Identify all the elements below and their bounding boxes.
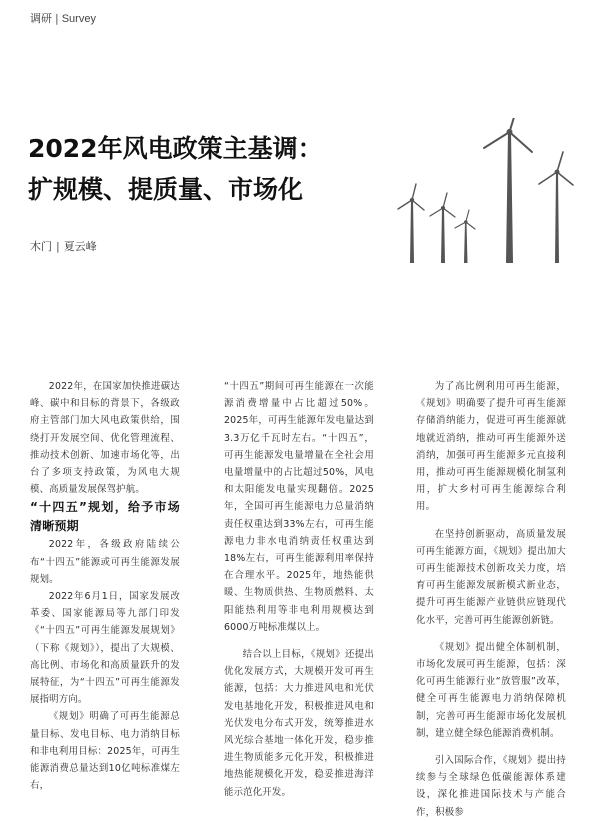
section-label-cn: 调研 xyxy=(30,12,52,25)
byline xyxy=(30,238,97,254)
paragraph: 在坚持创新驱动，高质量发展可再生能源方面，《规划》提出加大可再生能源技术创新攻关力度，培育可再生能源发展新模式新业态，提升可再生能源产业链供应链现代化水平，完善可再生能源创新链。 xyxy=(416,528,566,626)
paragraph: 引入国际合作，《规划》提出持续参与全球绿色低碳能源体系建设，深化推进国际技术与产能合作，积极参 xyxy=(416,755,566,818)
byline-separator: | xyxy=(56,240,60,253)
wind-turbine-small xyxy=(455,210,475,263)
byline-prefix: 木门 xyxy=(30,240,52,253)
paragraph: 为了高比例利用可再生能源，《规划》明确要了提升可再生能源存储消纳能力，促进可再生能源就地就近消纳，推动可再生能源外送消纳，加强可再生能源多元直接利用，推动可再生能源规模化制氢利用，扩大乡村可再生能源综合利用。 xyxy=(416,381,566,513)
wind-turbine-large xyxy=(484,118,532,263)
paragraph: 《规划》明确了可再生能源总量目标、发电目标、电力消纳目标和非电利用目标：2025年，可再生能源消费总量达到10亿吨标准煤左右， xyxy=(30,711,180,792)
paragraph: “十四五”期间可再生能源在一次能源消费增量中占比超过50%。2025年，可再生能源年发电量达到3.3万亿千瓦时左右。“十四五”，可再生能源发电量增量在全社会用电量增量中的占比超过50%，风电和太阳能发电量实现翻倍。2025年，全国可再生能源电力总量消纳责任权重达到33%左右，可再生能源电力非水电消纳责任权重达到18%左右，可再生能源利用率保持在合理水平。2025年，地热能供暖、生物质供热、生物质燃料、太阳能热利用等非电利用规模达到6000万吨标准煤以上。 xyxy=(224,381,374,633)
wind-turbine-middle xyxy=(430,193,455,263)
header-separator: | xyxy=(55,12,59,25)
title-line-1: 2022年风电政策主基调： xyxy=(28,134,323,163)
text-column-3 xyxy=(416,378,566,821)
paragraph: 《规划》提出健全体制机制，市场化发展可再生能源，包括：深化可再生能源行业“放管服”改革，健全可再生能源电力消纳保障机制，完善可再生能源市场化发展机制，建立健全绿色能源消费机制。 xyxy=(416,641,566,739)
wind-turbines-illustration xyxy=(360,118,590,263)
paragraph: 2022年，在国家加快推进碳达峰、碳中和目标的背景下，各级政府主管部门加大风电政策供给，围绕打开发展空间、优化管理流程、推动技术创新、加速市场化等，出台了多项支持政策，为风电大规模、高质量发展保驾护航。 xyxy=(30,381,180,496)
article-title xyxy=(28,128,388,210)
paragraph: 2022年，各级政府陆续公布“十四五”能源或可再生能源发展规划。 xyxy=(30,539,180,585)
title-line-2: 扩规模、提质量、市场化 xyxy=(28,175,304,204)
section-label-en: Survey xyxy=(61,13,96,25)
section-header xyxy=(30,10,96,26)
paragraph: 结合以上目标，《规划》还提出优化发展方式，大规模开发可再生能源，包括：大力推进风电和光伏发电基地化开发，积极推进风电和光伏发电分布式开发，统筹推进水风光综合基地一体化开发，稳步推进生物质能多元化开发，积极推进地热能规模化开发，稳妥推进海洋能示范化开发。 xyxy=(224,649,374,798)
wind-turbine-right xyxy=(539,152,573,263)
section-subheading: “十四五”规划，给予市场清晰预期 xyxy=(30,500,180,534)
text-column-1 xyxy=(30,378,180,794)
paragraph: 2022年6月1日，国家发展改革委、国家能源局等九部门印发《“十四五”可再生能源发展规划》（下称《规划》），提出了大规模、高比例、市场化和高质量跃升的发展特征，为“十四五”可再生能源发展指明方向。 xyxy=(30,591,180,706)
author-name: 夏云峰 xyxy=(63,240,97,253)
text-column-2 xyxy=(224,378,374,801)
wind-turbine-left xyxy=(398,184,424,263)
